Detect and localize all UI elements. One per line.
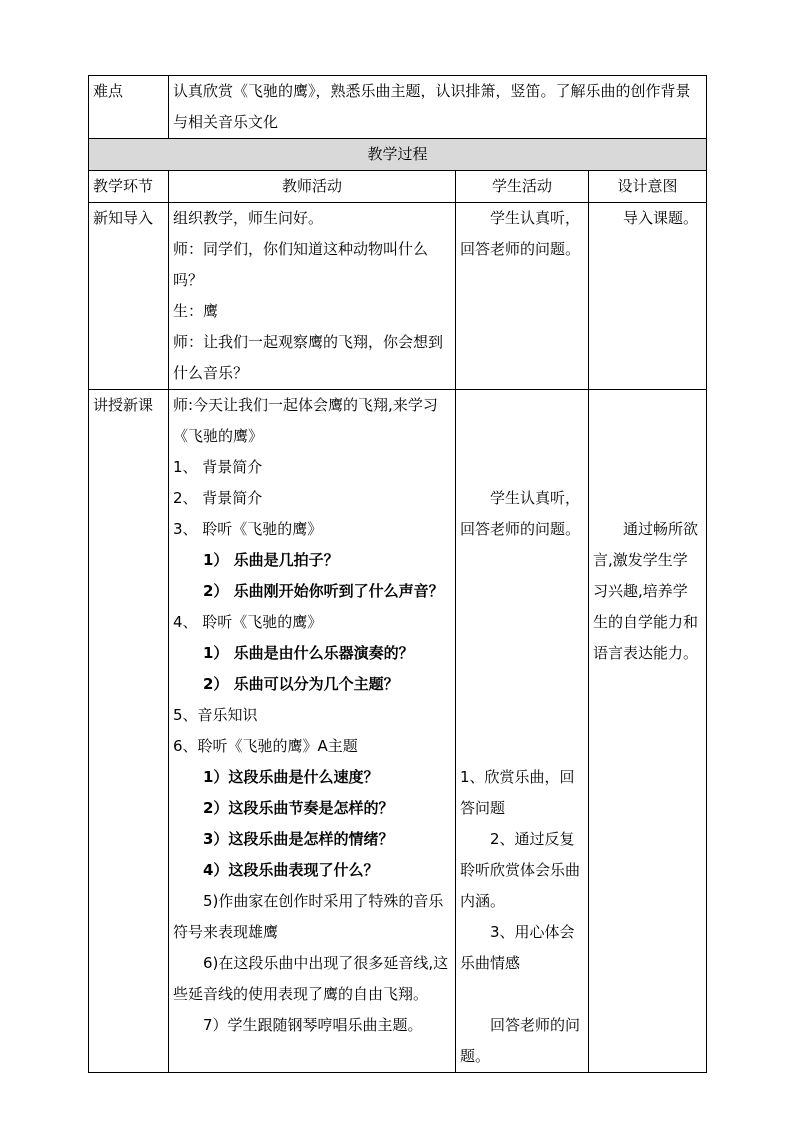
teacher-line: 2、 背景简介	[173, 489, 263, 507]
teacher-line: 6)在这段乐曲中出现了很多延音线,这些延音线的使用表现了鹰的自由飞翔。	[173, 954, 449, 1003]
teacher-line: 4、 聆听《飞驰的鹰》	[173, 613, 323, 631]
intent-cell	[589, 390, 707, 1073]
intent-line: 导入课题。	[623, 209, 699, 227]
difficulty-row	[89, 76, 707, 139]
teacher-line: 5)作曲家在创作时采用了特殊的音乐符号来表现雄鹰	[173, 892, 444, 941]
student-cell	[456, 203, 589, 390]
header-teacher: 教师活动	[169, 171, 456, 203]
student-line: 回答老师的问题。	[460, 1016, 581, 1065]
teacher-question: 1）这段乐曲是什么速度？	[203, 768, 379, 786]
header-intent: 设计意图	[589, 171, 707, 203]
process-title-row	[89, 139, 707, 171]
student-line: 2、通过反复聆听欣赏体会乐曲内涵。	[460, 830, 581, 910]
table-row	[89, 203, 707, 390]
teacher-line: 6、聆听《飞驰的鹰》A主题	[173, 737, 358, 755]
student-line: 3、用心体会乐曲情感	[460, 923, 575, 972]
student-line: 1、欣赏乐曲，回答问题	[460, 768, 575, 817]
teacher-line: 师：同学们，你们知道这种动物叫什么吗？	[173, 240, 429, 289]
student-cell	[456, 390, 589, 1073]
header-student: 学生活动	[456, 171, 589, 203]
teacher-cell	[169, 390, 456, 1073]
stage-cell: 讲授新课	[89, 390, 169, 1073]
teacher-question: 3）这段乐曲是怎样的情绪？	[203, 830, 394, 848]
intent-cell	[589, 203, 707, 390]
teacher-line: 5、音乐知识	[173, 706, 258, 724]
difficulty-label: 难点	[89, 76, 169, 139]
teacher-line: 3、 聆听《飞驰的鹰》	[173, 520, 323, 538]
teacher-question: 1） 乐曲是几拍子？	[203, 551, 339, 569]
teacher-cell	[169, 203, 456, 390]
teacher-question: 4）这段乐曲表现了什么？	[203, 861, 379, 879]
intent-line: 通过畅所欲言,激发学生学习兴趣,培养学生的自学能力和语言表达能力。	[593, 520, 699, 662]
teacher-line: 7）学生跟随钢琴哼唱乐曲主题。	[203, 1016, 423, 1034]
teacher-question: 2） 乐曲可以分为几个主题？	[203, 675, 399, 693]
stage-cell: 新知导入	[89, 203, 169, 390]
teacher-question: 1） 乐曲是由什么乐器演奏的？	[203, 644, 414, 662]
header-row	[89, 171, 707, 203]
student-line: 学生认真听，回答老师的问题。	[460, 489, 581, 538]
teacher-question: 2） 乐曲刚开始你听到了什么声音？	[203, 582, 444, 600]
teacher-line: 组织教学，师生问好。	[173, 209, 324, 227]
student-line: 学生认真听，回答老师的问题。	[460, 209, 581, 258]
header-stage: 教学环节	[89, 171, 169, 203]
table-row	[89, 390, 707, 1073]
teacher-line: 1、 背景简介	[173, 458, 263, 476]
lesson-plan-table	[88, 75, 707, 1073]
lesson-plan-page	[88, 75, 706, 1073]
teacher-line: 师:今天让我们一起体会鹰的飞翔,来学习《飞驰的鹰》	[173, 396, 438, 445]
process-title: 教学过程	[89, 139, 707, 171]
difficulty-text: 认真欣赏《飞驰的鹰》，熟悉乐曲主题，认识排箫，竖笛。了解乐曲的创作背景与相关音乐文化	[169, 76, 707, 139]
teacher-line: 生：鹰	[173, 302, 219, 320]
teacher-line: 师：让我们一起观察鹰的飞翔，你会想到什么音乐？	[173, 333, 444, 382]
teacher-question: 2）这段乐曲节奏是怎样的？	[203, 799, 394, 817]
